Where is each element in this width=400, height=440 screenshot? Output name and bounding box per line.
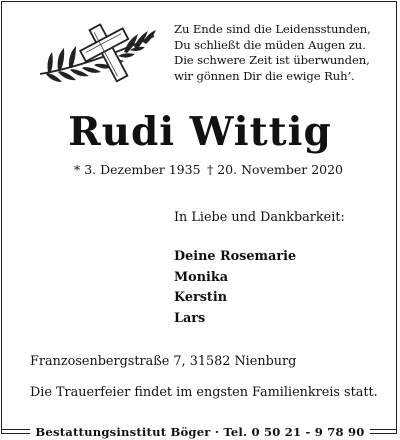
death-date: † 20. November 2020 [207,162,344,177]
funeral-home-contact: Bestattungsinstitut Böger · Tel. 0 50 21 - 9 78 90 [30,425,369,439]
poem-line: Die schwere Zeit ist überwunden, [174,53,370,68]
birth-date: * 3. Dezember 1935 [74,162,201,177]
cross-with-palm-branch-icon [38,22,158,84]
mourners-list [174,247,296,329]
funeral-notice: Die Trauerfeier findet im engsten Familienkreis statt. [30,385,378,400]
deceased-name: Rudi Wittig [68,109,332,155]
mourner-name: Kerstin [174,290,228,305]
mourner-name: Lars [174,310,206,326]
poem-line: Du schließt die müden Augen zu. [174,37,366,52]
poem-verse [174,22,389,84]
address: Franzosenbergstraße 7, 31582 Nienburg [30,354,297,369]
poem-line: Zu Ende sind die Leidensstunden, [174,22,371,36]
footer [0,421,400,440]
poem-line: wir gönnen Dir die ewige Ruh’. [174,68,355,83]
mourner-name: Deine Rosemarie [174,249,297,264]
mourner-name: Monika [174,269,229,285]
mourners-intro: In Liebe und Dankbarkeit: [174,210,345,225]
